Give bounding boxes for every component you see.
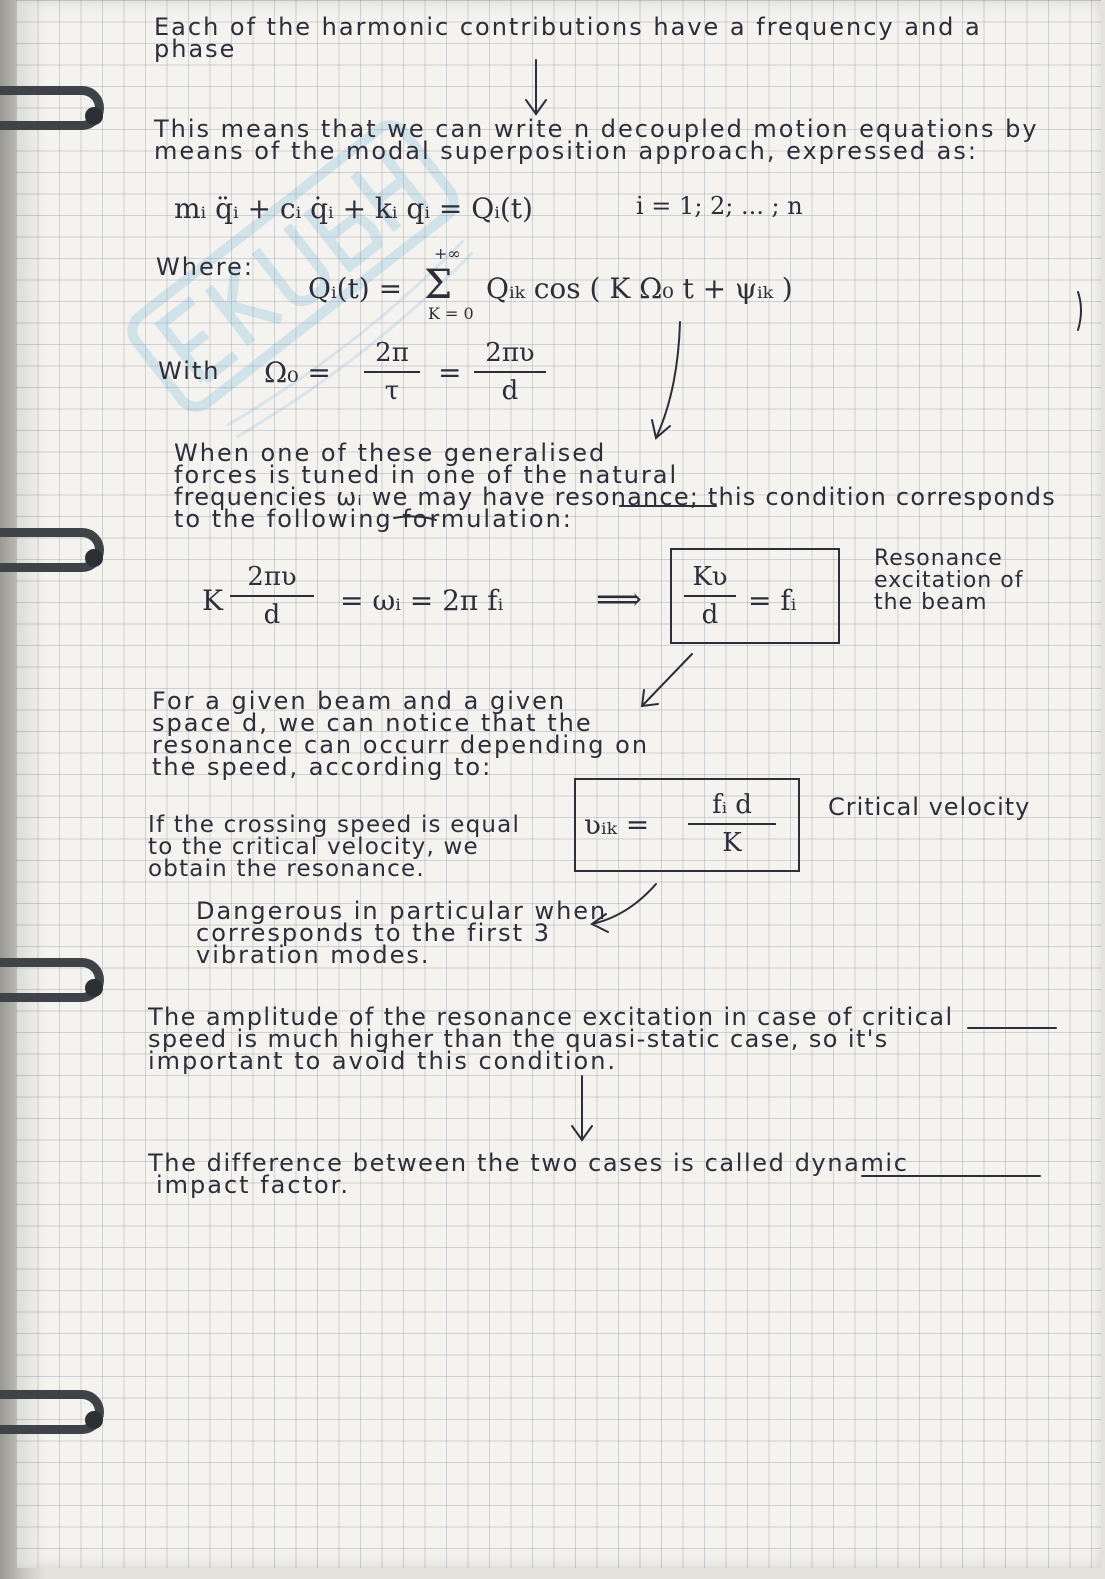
resonance-frac-denominator: d (263, 600, 281, 630)
amplitude-line-3: important to avoid this condition. (148, 1047, 618, 1075)
sum-lower-limit: K = 0 (428, 304, 474, 323)
index-range: i = 1; 2; ... ; n (636, 192, 803, 220)
critical-denominator: K (722, 828, 742, 858)
impact-line-2: impact factor. (156, 1171, 350, 1199)
implies-arrow-icon: ⟹ (596, 580, 642, 618)
omega-lhs: Ω₀ = (264, 356, 331, 389)
sum-upper-limit: +∞ (434, 244, 461, 263)
resonance-frac-numerator: 2πʋ (247, 562, 297, 592)
down-arrow-icon (526, 60, 546, 114)
margin-bracket (1078, 292, 1081, 330)
resonance-label-line-3: the beam (874, 590, 988, 615)
impact-line-1: The difference between the two cases is called dynamic (148, 1149, 909, 1177)
danger-line-2: corresponds to the first 3 (196, 919, 551, 947)
critical-lhs: ʋᵢₖ = (584, 808, 650, 841)
resonance-k: K (202, 584, 223, 617)
modal-line-1: This means that we can write n decoupled motion equations by (154, 115, 1039, 143)
notebook-page (16, 0, 1101, 1568)
intro-line-2: phase (154, 35, 237, 63)
omega-frac2-denominator: d (501, 376, 519, 406)
boxed-rhs: = fᵢ (748, 584, 797, 617)
resonance-label-line-2: excitation of (874, 568, 1024, 593)
tuned-line-4: to the following formulation: (174, 505, 573, 533)
tuned-line-2: forces is tuned in one of the natural (174, 461, 679, 489)
amplitude-line-2: speed is much higher than the quasi-static case, so it's (148, 1025, 889, 1053)
beam-line-1: For a given beam and a given (152, 687, 567, 715)
resonance-rhs: = ωᵢ = 2π fᵢ (340, 584, 504, 617)
omega-frac2-numerator: 2πʋ (485, 338, 535, 368)
critical-numerator: fᵢ d (712, 790, 752, 820)
critical-velocity-label: Critical velocity (828, 793, 1031, 821)
binder-ring (0, 958, 104, 1002)
amplitude-line-1: The amplitude of the resonance excitation in case of critical (148, 1003, 954, 1031)
equation-of-motion: mᵢ q̈ᵢ + cᵢ q̇ᵢ + kᵢ qᵢ = Qᵢ(t) (174, 192, 533, 225)
resonance-label-line-1: Resonance (874, 546, 1003, 571)
left-arrow-icon (592, 884, 656, 932)
boxed-numerator: Kʋ (692, 562, 728, 592)
binder-ring (0, 528, 104, 572)
down-arrow-icon (652, 322, 680, 438)
danger-line-1: Dangerous in particular when (196, 897, 608, 925)
crossing-line-2: to the critical velocity, we (148, 834, 479, 860)
crossing-line-1: If the crossing speed is equal (148, 812, 521, 838)
beam-line-4: the speed, according to: (152, 753, 493, 781)
boxed-denominator: d (701, 600, 719, 630)
danger-line-3: vibration modes. (196, 941, 431, 969)
down-arrow-icon (572, 1076, 592, 1140)
with-label: With (158, 357, 221, 385)
sum-symbol: Σ (424, 262, 453, 308)
where-label: Where: (156, 253, 254, 281)
beam-line-3: resonance can occurr depending on (152, 731, 650, 759)
crossing-line-3: obtain the resonance. (148, 856, 425, 882)
force-rhs: Qᵢₖ cos ( K Ω₀ t + ψᵢₖ ) (486, 272, 793, 305)
tuned-line-1: When one of these generalised (174, 439, 607, 467)
intro-line-1: Each of the harmonic contributions have a frequency and a (154, 13, 982, 41)
binder-ring (0, 86, 104, 130)
beam-line-2: space d, we can notice that the (152, 709, 593, 737)
hand-drawn-arrows (16, 0, 1101, 1568)
ink-underline (394, 516, 436, 520)
force-lhs: Qᵢ(t) = (308, 272, 403, 305)
modal-line-2: means of the modal superposition approach, expressed as: (154, 137, 978, 165)
omega-frac1-numerator: 2π (375, 338, 409, 368)
tuned-line-3: frequencies ωᵢ we may have resonance; this condition corresponds (174, 483, 1056, 511)
omega-frac1-denominator: τ (384, 376, 400, 406)
omega-equals: = (438, 356, 462, 389)
down-left-arrow-icon (642, 654, 692, 706)
binder-ring (0, 1390, 104, 1434)
